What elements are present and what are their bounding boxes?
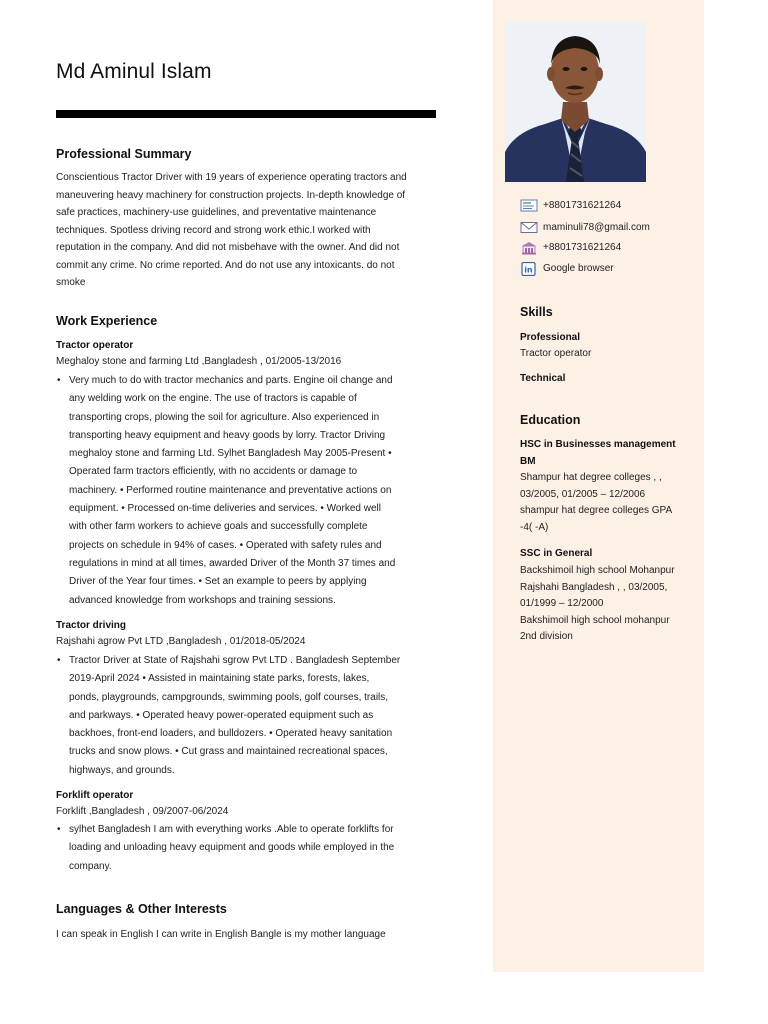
job-company: Rajshahi agrow Pvt LTD ,Bangladesh , 01/2018-05/2024 [56,636,306,647]
profile-photo [505,22,646,182]
profile-photo-image [505,22,646,182]
summary-line: maneuvering heavy machinery for construction projects. In-depth knowledge of [56,189,406,201]
summary-line: safe practices, machinery-use guidelines, and preventative maintenance [56,207,377,218]
job-bullet: • Very much to do with tractor mechanics and parts. Engine oil change and any welding work on the engine. The use of tractors is capable of transporting crops, plowing the soil for agriculture. Also experienced in transporting heavy equipment and heavy goods by lorry. Tractor Driving meghaloy stone and farming Ltd. Sylhet Bangladesh May 2005-Present • Operated farm tractors efficiently, with no accidents or damage to machinery. • Performed routine maintenance and preventative actions on equipment. • Processed on-time deliveries and services. • Worked well with other farm workers to achieve goals and successfully complete projects on schedule in 94% of cases. • Operated with safety rules and regulations in mind at all times, awarded Driver of the Month 37 times and Driver of the Year four times. • Set an example to peers by applying advanced knowledge from workshops and training sessions. [69,372,438,610]
summary-heading: Professional Summary [56,147,192,161]
job-description [56,821,438,876]
education-title: SSC in General [520,548,593,559]
job-title: Tractor driving [56,620,127,631]
job-description [56,372,438,610]
phone-icon [520,199,538,212]
job-company: Meghaloy stone and farming Ltd ,Bangladesh , 01/2005-13/2016 [56,356,342,367]
skills-professional-label: Professional [520,332,581,343]
contact-email-text: maminuli78@gmail.com [543,222,650,233]
candidate-name: Md Aminul Islam [56,60,212,83]
job-title: Tractor operator [56,340,134,351]
job-description [56,652,438,780]
linkedin-icon [520,262,538,275]
job-title: Forklift operator [56,790,134,801]
summary-line: Conscientious Tractor Driver with 19 years of experience operating tractors and [56,172,407,183]
contact-email[interactable] [520,221,650,234]
summary-line: commit any crime. No crime reported. And do not use any intoxicants. do not [56,259,395,271]
job-bullet: • Tractor Driver at State of Rajshahi sgrow Pvt LTD . Bangladesh September 2019-April 2024 • Assisted in maintaining state parks, forests, lakes, ponds, playgrounds, campgrounds, swimming pools, golf courses, trails, and parkways. • Operated heavy power-operated equipment such as backhoes, front-end loaders, and bulldozers. • Operated heavy sanitation trucks and snow plows. • Cut grass and maintained recreational spaces, highways, and grounds. [69,652,438,780]
summary-line: techniques. Spotless driving record and strong work ethic.I worked with [56,224,371,236]
languages-heading: Languages & Other Interests [56,902,227,916]
education-title: HSC in Businesses management BM [520,439,676,467]
skills-technical-label: Technical [520,373,566,384]
education-details: Shampur hat degree colleges , , 03/2005, 01/2005 – 12/2006 shampur hat degree colleges GPA -4( -A) [520,472,673,533]
svg-text:in: in [524,265,533,275]
contact-linkedin[interactable] [520,262,614,275]
name-underline-bar [56,110,436,118]
contact-phone-secondary[interactable] [520,241,621,254]
contact-phone2-text: +8801731621264 [543,242,622,253]
summary-line: reputation in the company. And did not misbehave with the owner. And did not [56,242,400,253]
contact-linkedin-text: Google browser [543,263,614,274]
email-icon [520,221,538,234]
skills-heading: Skills [520,305,553,319]
building-icon [520,241,538,254]
contact-phone-text: +8801731621264 [543,200,622,211]
contact-phone[interactable] [520,199,621,212]
job-company: Forklift ,Bangladesh , 09/2007-06/2024 [56,806,229,817]
work-heading: Work Experience [56,314,158,328]
education-details: Backshimoil high school Mohanpur Rajshahi Bangladesh , , 03/2005, 01/1999 – 12/2000 Bakshimoil high school mohanpur 2nd division [520,565,675,642]
skills-professional-value: Tractor operator [520,348,592,359]
education-heading: Education [520,413,581,427]
languages-text: I can speak in English I can write in English Bangle is my mother language [56,929,386,940]
job-bullet: • sylhet Bangladesh I am with everything works .Able to operate forklifts for loading and unloading heavy equipment and goods while employed in the company. [69,821,438,876]
summary-body [56,169,438,292]
summary-line: smoke [56,277,86,288]
